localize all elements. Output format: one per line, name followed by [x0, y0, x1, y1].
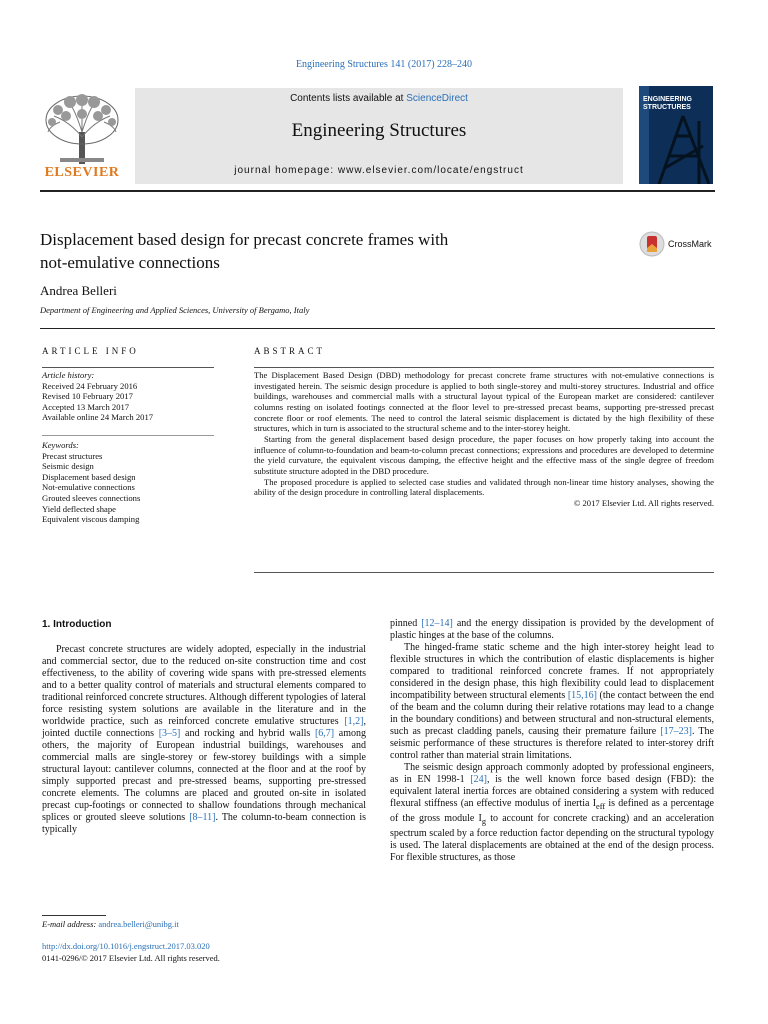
history-revised: Revised 10 February 2017	[42, 391, 133, 402]
abstract-paragraph: The Displacement Based Design (DBD) methodology for precast concrete frame structures with not-emulative connections is investigated herein. The seismic design procedure is applied to both single-storey and multi-storey structures. Industrial and office buildings, warehouses and commercial malls with a structural layout typical of the European market are considered: cantilever columns resting on isolated footings connected at the floor level to pre-stressed precast beams, supporting pre-stressed precast concrete floor or roof elements. The need to control the lateral seismic displacement is dictated by the high flexibility of these structures, which in turn is associated to the structural scheme and to the inter-storey height.	[254, 370, 714, 434]
reference-link[interactable]: [3–5]	[158, 728, 181, 739]
reference-link[interactable]: [12–14]	[421, 618, 453, 629]
abstract-heading: ABSTRACT	[254, 346, 326, 356]
keyword-item: Yield deflected shape	[42, 503, 116, 514]
author-name: Andrea Belleri	[40, 283, 117, 298]
reference-link[interactable]: [15,16]	[567, 690, 597, 701]
abstract-end-rule	[254, 572, 714, 573]
history-online: Available online 24 March 2017	[42, 412, 154, 423]
article-info-heading: ARTICLE INFO	[42, 346, 139, 356]
keyword-item: Grouted sleeves connections	[42, 492, 141, 503]
sciencedirect-link[interactable]: ScienceDirect	[406, 93, 468, 104]
author-email-footnote: E-mail address: andrea.belleri@unibg.it	[42, 919, 179, 929]
reference-link[interactable]: [24]	[470, 774, 487, 785]
article-history	[42, 370, 153, 423]
article-info-rule	[42, 367, 214, 368]
crossmark-icon	[639, 230, 665, 258]
doi-link[interactable]: http://dx.doi.org/10.1016/j.engstruct.2017.03.020	[42, 941, 210, 951]
keywords-list	[42, 440, 140, 525]
section-heading-introduction: 1. Introduction	[42, 619, 112, 630]
header-divider	[40, 190, 715, 192]
history-label: Article history:	[42, 370, 95, 380]
issn-copyright: 0141-0296/© 2017 Elsevier Ltd. All rights reserved.	[42, 953, 220, 963]
reference-link[interactable]: [6,7]	[314, 728, 335, 739]
crossmark-label: CrossMark	[668, 239, 712, 249]
reference-link[interactable]: [8–11]	[189, 812, 216, 823]
title-block-divider	[40, 328, 715, 329]
reference-link[interactable]: [1,2]	[344, 716, 364, 727]
contents-line	[135, 93, 623, 104]
abstract-paragraph: The proposed procedure is applied to selected case studies and validated through non-linear time history analyses, showing the ability of the design procedure in controlling lateral displacements.	[254, 476, 714, 498]
reference-link[interactable]: [17–23]	[660, 726, 692, 737]
cover-title	[643, 96, 692, 112]
journal-citation-link[interactable]: Engineering Structures 141 (2017) 228–240	[295, 59, 473, 70]
intro-paragraph: Precast concrete structures are widely adopted, especially in the industrial and commercial sector, due to the reduced on-site construction time and cost effectiveness, to the ability of covering wide spans with pre-stressed elements and to a better quality control of materials and structural elements compared to traditional reinforced concrete structures. Although different typologies of lateral force resisting system solutions are available in the literature and in the worldwide practice, such as reinforced concrete emulative structures [1,2], jointed ductile connections [3–5] and rocking and hybrid walls [6,7] among others, the majority of European industrial buildings, warehouses and commercial malls are single-storey or few-storey buildings with a simple structural layout: cantilever columns, connected at the floor and at the roof by simply supported precast and pre-stressed beams, supporting pre-stressed concrete elements. The columns are placed and grouted on-site in isolated precast cup-footings or connected to shallow foundations through mechanical splices or grouted sleeve solutions [8–11]. The column-to-beam connection is typically	[42, 644, 367, 835]
journal-title: Engineering Structures	[291, 120, 467, 141]
journal-cover-image	[639, 86, 713, 184]
cover-title-line2: STRUCTURES	[643, 104, 691, 111]
abstract-paragraph: Starting from the general displacement based design procedure, the paper focuses on how properly taking into account the influence of column-to-foundation and beam-to-column precast connections; expressions and procedures are developed to determine the yield curvature, the equivalent viscous damping, the effective height and the effective mass of the single degree of freedom substitute structure adopted in the DBD procedure.	[254, 433, 714, 476]
journal-banner	[135, 88, 623, 184]
intro-paragraph: pinned [12–14] and the energy dissipation is provided by the development of plastic hinges at the base of the columns.	[390, 618, 714, 641]
keyword-item: Displacement based design	[42, 471, 136, 482]
keyword-item: Not-emulative connections	[42, 482, 135, 493]
keyword-item: Precast structures	[42, 450, 103, 461]
abstract-body	[254, 370, 714, 509]
cover-title-line1: ENGINEERING	[643, 96, 693, 103]
paper-title-line1: Displacement based design for precast concrete frames with	[40, 230, 449, 249]
intro-paragraph: The seismic design approach commonly adopted by professional engineers, as in EN 1998-1 [24], is the well known force based design (FBD): the equivalent lateral inertia forces are obtained considering a system with reduced flexural stiffness (an effective modulus of inertia $I_{eff}$ is defined as a percentage of the gross module $I_g$ to account for concrete cracking) and an acceleration spectrum scaled by a force reduction factor depending on the structural typology is used. The lateral displacements are obtained at the end of the design process. For flexible structures, as those	[390, 762, 714, 863]
keyword-item: Equivalent viscous damping	[42, 514, 140, 525]
keywords-label: Keywords:	[42, 440, 79, 450]
history-received: Received 24 February 2016	[42, 380, 138, 391]
contents-prefix: Contents lists available at	[290, 93, 407, 104]
footnote-rule	[42, 915, 106, 916]
crossmark-badge[interactable]	[639, 230, 715, 260]
intro-right-column	[390, 618, 714, 864]
intro-paragraph: The hinged-frame static scheme and the high inter-storey height lead to flexible structures in which the contribution of elastic displacements is higher compared to traditional reinforced concrete frames. If not appropriately considered in the design phase, this high flexibility could lead to displacement incompatibility between structural elements [15,16] (the contact between the end of the beam and the column during their relative rotations may lead to a change in the boundary conditions) and between structural and non-structural elements, such as precast cladding panels, causing their premature failure [17–23]. The seismic performance of these structures is therefore related to inter-storey drift control rather than material strain limitations.	[390, 642, 715, 761]
abstract-copyright: © 2017 Elsevier Ltd. All rights reserved.	[573, 497, 714, 508]
history-accepted: Accepted 13 March 2017	[42, 401, 130, 412]
author-affiliation: Department of Engineering and Applied Sciences, University of Bergamo, Italy	[40, 305, 310, 315]
keywords-rule	[42, 435, 214, 436]
intro-left-column	[42, 644, 366, 836]
keyword-item: Seismic design	[42, 461, 94, 472]
journal-homepage[interactable]: journal homepage: www.elsevier.com/locate/engstruct	[234, 165, 524, 176]
elsevier-wordmark: ELSEVIER	[44, 165, 120, 180]
abstract-rule	[254, 367, 714, 368]
author-email-link[interactable]: andrea.belleri@unibg.it	[98, 919, 179, 929]
paper-title	[40, 228, 560, 274]
paper-title-line2: not-emulative connections	[40, 253, 220, 272]
